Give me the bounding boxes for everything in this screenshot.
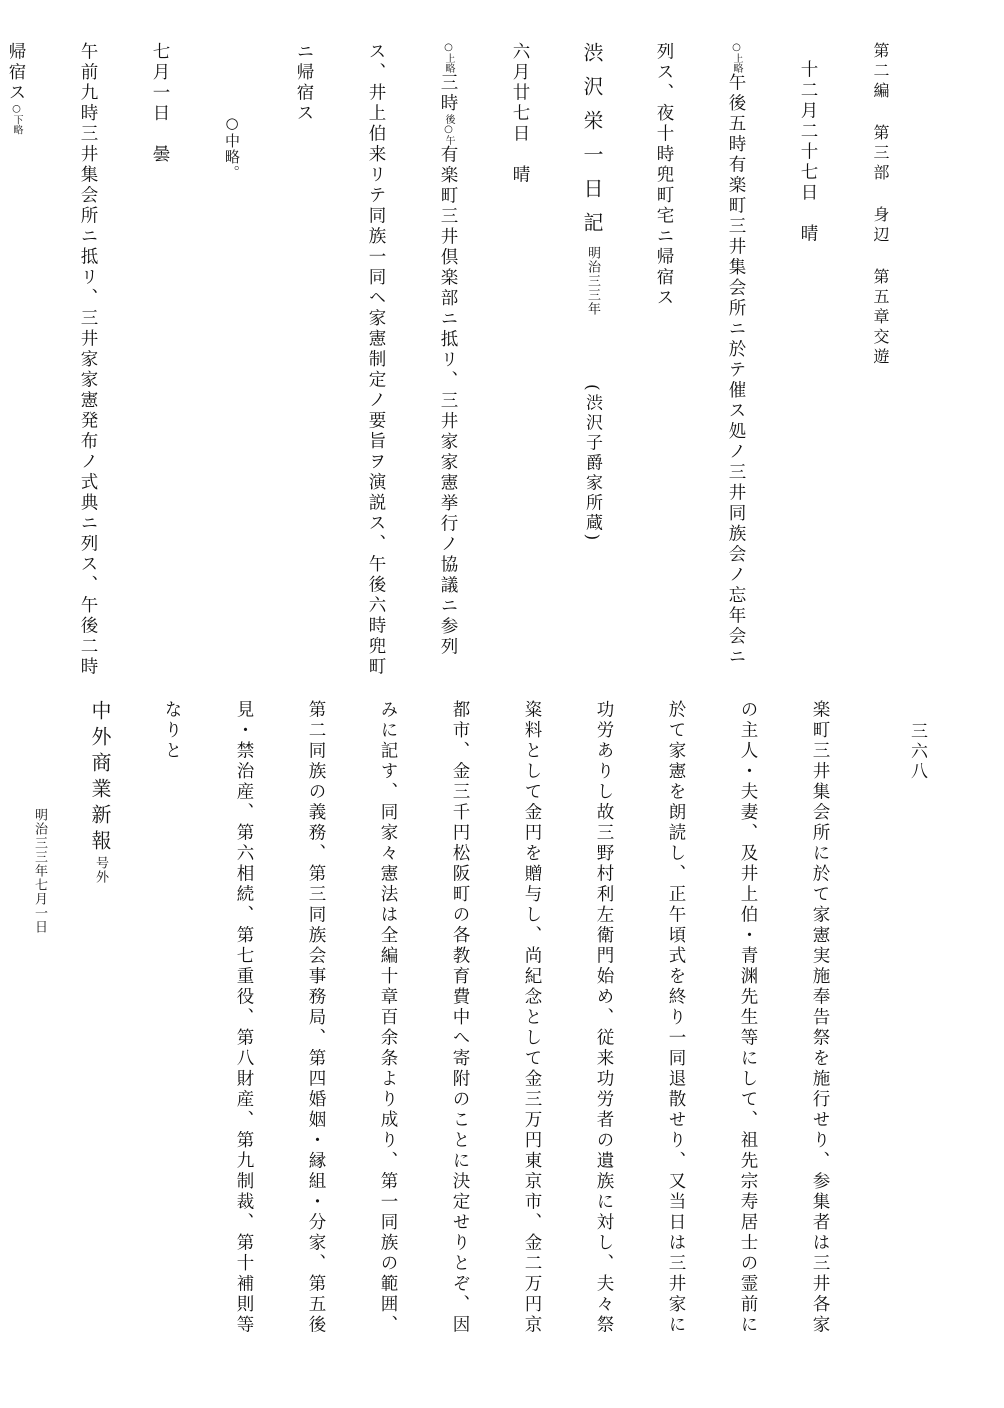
- header-chapter-title: 交遊: [871, 328, 890, 368]
- source-year: 明治三三年: [585, 246, 600, 316]
- article-text: 第二同族の義務、第三同族会事務局、第四婚姻・縁組・分家、第五後: [306, 700, 326, 1336]
- entry-text-segment: 帰宿ス: [6, 42, 26, 104]
- source-title: 中外商業新報: [88, 700, 112, 856]
- article-text: 功労ありし故三野村利左衛門始め、従来功労者の遺族に対し、夫々祭: [594, 700, 614, 1336]
- source-title: 渋沢栄一日記: [580, 42, 604, 246]
- source-holder: (渋沢子爵家所蔵): [582, 384, 602, 544]
- entry-text: ス、井上伯来リテ同族一同ヘ家憲制定ノ要旨ヲ演説ス、午後六時兜町: [366, 42, 386, 678]
- source-heading-newspaper: [82, 700, 118, 1300]
- upper-text-block: [6, 42, 934, 678]
- time-note: 後: [443, 114, 454, 124]
- article-text: の主人・夫妻、及井上伯・青渊先生等にして、祖先宗寿居士の霊前に: [738, 700, 758, 1336]
- article-text: なりと: [162, 700, 182, 762]
- entry-text-segment: 有楽町三井倶楽部ニ抵リ、三井家家憲挙行ノ協議ニ参列: [438, 145, 458, 658]
- article-text: 楽町三井集会所に於て家憲実施奉告祭を施行せり、参集者は三井各家: [810, 700, 830, 1336]
- entry-text: [718, 42, 754, 668]
- time-note: ○午: [443, 124, 454, 145]
- entry-text: [0, 42, 34, 662]
- entry-text-segment: 午後五時有楽町三井集会所ニ於テ催ス処ノ三井同族会ノ忘年会ニ: [726, 73, 746, 668]
- running-header: [862, 42, 898, 662]
- entry-date: 七月一日 曇: [150, 42, 170, 165]
- source-date: 明治三三年七月一日: [32, 808, 47, 934]
- source-heading-diary: [574, 42, 610, 662]
- omission-note: ○上略: [443, 42, 454, 73]
- header-section: 第三部: [871, 124, 890, 184]
- header-chapter-group: 身辺: [871, 206, 890, 246]
- entry-text: [430, 42, 466, 662]
- entry-text-segment: 三時: [438, 73, 458, 114]
- omission-marker: ○中略。: [223, 114, 241, 181]
- entry-date: 六月廿七日 晴: [510, 42, 530, 186]
- omission-note: ○上略: [731, 42, 742, 73]
- article-text: 粢料として金円を贈与し、尚紀念として金三万円東京市、金二万円京: [522, 700, 542, 1336]
- article-text: 於て家憲を朗読し、正午頃式を終り一同退散せり、又当日は三井家に: [666, 700, 686, 1336]
- entry-text: ニ帰宿ス: [294, 42, 314, 124]
- page-number: 三六八: [907, 722, 927, 782]
- article-text: 見・禁治産、第六相続、第七重役、第八財産、第九制裁、第十補則等: [234, 700, 254, 1336]
- article-text: みに記す、同家々憲法は全編十章百余条より成り、第一同族の範囲、: [378, 700, 398, 1336]
- entry-text: 列ス、夜十時兜町宅ニ帰宿ス: [654, 42, 674, 309]
- entry-date: 十二月二十七日 晴: [798, 60, 818, 245]
- article-text: 都市、金三千円松阪町の各教育費中へ寄附のことに決定せりとぞ、因: [450, 700, 470, 1336]
- header-part: 第二編: [871, 42, 890, 102]
- lower-text-block: [32, 700, 874, 1336]
- source-issue: 号外: [93, 856, 108, 884]
- entry-text: 午前九時三井集会所ニ抵リ、三井家家憲発布ノ式典ニ列ス、午後二時: [78, 42, 98, 678]
- header-chapter: 第五章: [871, 268, 890, 328]
- omission-note: ○下略: [11, 103, 22, 135]
